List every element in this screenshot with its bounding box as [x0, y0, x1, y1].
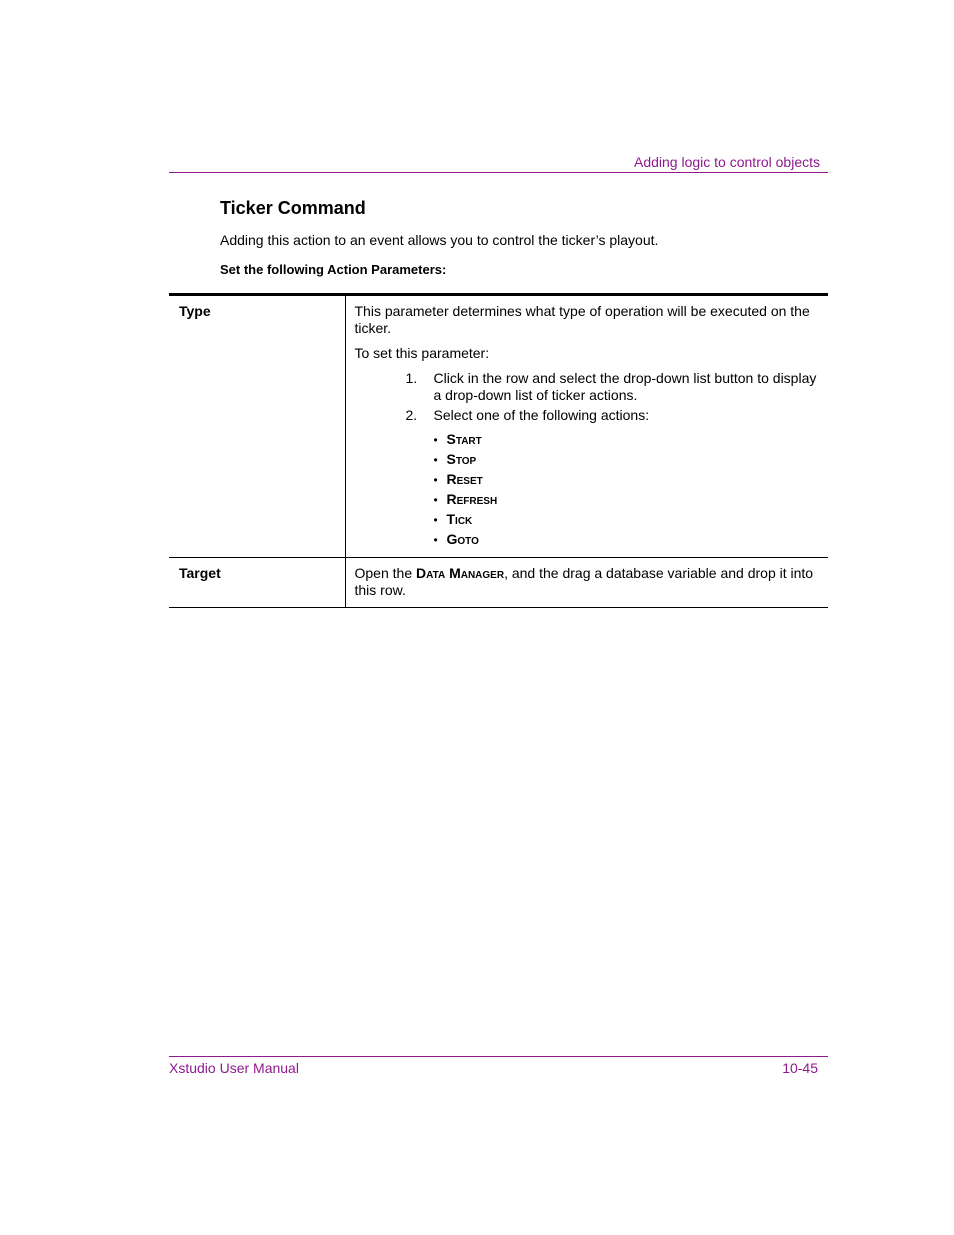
action-reset: Reset [446, 471, 483, 487]
param-description [345, 558, 828, 608]
list-item [434, 429, 819, 449]
list-item [434, 449, 819, 469]
footer-rule [169, 1056, 828, 1057]
params-heading: Set the following Action Parameters: [220, 262, 447, 277]
bullet-icon: • [433, 533, 438, 547]
table-row [169, 295, 828, 558]
action-stop: Stop [446, 451, 477, 467]
bullet-icon: • [433, 433, 438, 447]
list-item [434, 469, 819, 489]
data-manager-term: Data Manager [416, 565, 505, 581]
list-item [434, 509, 819, 529]
bullet-icon: • [433, 493, 438, 507]
page-number: 10-45 [782, 1060, 818, 1076]
action-refresh: Refresh [446, 491, 498, 507]
running-header: Adding logic to control objects [634, 154, 820, 170]
step-text: Click in the row and select the drop-down list button to display a drop-down list of ticker actions. [433, 370, 817, 403]
intro-paragraph: Adding this action to an event allows you to control the ticker’s playout. [220, 232, 659, 248]
param-name: Target [169, 558, 345, 608]
action-start: Start [446, 431, 482, 447]
param-description-text: This parameter determines what type of operation will be executed on the ticker. [354, 303, 810, 336]
list-item [355, 407, 819, 424]
header-rule [169, 172, 828, 173]
action-tick: Tick [446, 511, 473, 527]
action-parameters-table [169, 293, 828, 608]
target-text-before: Open the [354, 565, 416, 581]
target-text-after: , and the drag a database variable and drop it into this row. [354, 565, 814, 598]
step-number: 1. [405, 370, 418, 386]
param-description [345, 295, 828, 558]
list-item [434, 529, 819, 549]
bullet-icon: • [433, 473, 438, 487]
bullet-icon: • [433, 513, 438, 527]
section-title: Ticker Command [220, 198, 366, 218]
steps-list [355, 370, 819, 424]
bullet-icon: • [433, 453, 438, 467]
table-row [169, 558, 828, 608]
ticker-actions-list [355, 429, 819, 549]
list-item [355, 370, 819, 404]
manual-title: Xstudio User Manual [169, 1060, 299, 1076]
param-name: Type [169, 295, 345, 558]
list-item [434, 489, 819, 509]
action-goto: Goto [446, 531, 479, 547]
step-number: 2. [405, 407, 418, 423]
step-text: Select one of the following actions: [433, 407, 650, 423]
steps-lead-in: To set this parameter: [354, 345, 490, 361]
